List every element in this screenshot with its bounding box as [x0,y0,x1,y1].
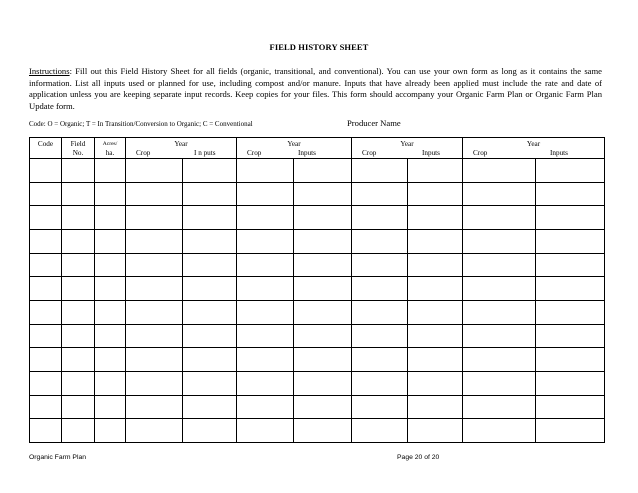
header-acres-line2: ha. [105,149,115,157]
table-cell-input[interactable] [30,229,62,253]
table-cell-input[interactable] [183,159,237,183]
table-cell-input[interactable] [62,159,95,183]
table-row [30,395,605,419]
table-cell-input[interactable] [463,277,536,301]
table-cell-input[interactable] [30,277,62,301]
table-cell-input[interactable] [95,324,126,348]
table-cell-input[interactable] [183,348,237,372]
code-legend: Code: O = Organic; T = In Transition/Conversion to Organic; C = Conventional [29,120,253,128]
header-year-3 [352,138,463,159]
table-cell-input[interactable] [126,419,183,443]
table-body [30,159,605,443]
table-cell-input[interactable] [408,419,463,443]
table-cell-input[interactable] [463,253,536,277]
table-cell-input[interactable] [294,182,352,206]
table-cell-input[interactable] [95,206,126,230]
header-year-4 [463,138,605,159]
table-cell-input[interactable] [30,324,62,348]
header-crop-label: Crop [136,149,151,157]
table-cell-input[interactable] [352,348,408,372]
table-row [30,371,605,395]
table-cell-input[interactable] [294,300,352,324]
table-cell-input[interactable] [536,395,605,419]
header-acres [95,138,126,159]
table-cell-input[interactable] [408,300,463,324]
table-cell-input[interactable] [183,419,237,443]
table-row [30,229,605,253]
table-cell-input[interactable] [408,253,463,277]
table-cell-input[interactable] [352,253,408,277]
table-cell-input[interactable] [62,348,95,372]
table-cell-input[interactable] [95,253,126,277]
table-row [30,348,605,372]
table-cell-input[interactable] [126,395,183,419]
header-year-label: Year [526,140,541,148]
instructions-body: : Fill out this Field History Sheet for all fields (organic, transitional, and conventional). You can use your own form as long as it contains the same information. List all inputs used or planned for use, including compost and/or manure. Inputs that have already been applied must include the rate and date of application unless you are keeping separate input records. Keep copies for your files. This form should accompany your Organic Farm Plan or Organic Farm Plan Update form. [29,66,602,111]
table-cell-input[interactable] [294,324,352,348]
table-cell-input[interactable] [30,371,62,395]
table-cell-input[interactable] [536,206,605,230]
table-cell-input[interactable] [237,300,294,324]
header-inputs-label: Inputs [422,149,440,157]
table-cell-input[interactable] [237,206,294,230]
table-cell-input[interactable] [126,324,183,348]
table-cell-input[interactable] [536,253,605,277]
table-cell-input[interactable] [95,419,126,443]
table-cell-input[interactable] [62,182,95,206]
table-cell-input[interactable] [463,159,536,183]
table-cell-input[interactable] [95,182,126,206]
table-cell-input[interactable] [352,182,408,206]
table-cell-input[interactable] [294,159,352,183]
table-cell-input[interactable] [62,324,95,348]
table-cell-input[interactable] [463,229,536,253]
table-cell-input[interactable] [408,229,463,253]
table-cell-input[interactable] [536,229,605,253]
header-code: Code [30,138,62,159]
table-cell-input[interactable] [237,371,294,395]
table-cell-input[interactable] [294,348,352,372]
table-cell-input[interactable] [183,277,237,301]
header-inputs-label: Inputs [298,149,316,157]
table-cell-input[interactable] [30,395,62,419]
table-cell-input[interactable] [294,395,352,419]
header-field-line1: Field [70,140,86,148]
table-cell-input[interactable] [294,277,352,301]
table-cell-input[interactable] [408,182,463,206]
table-cell-input[interactable] [30,348,62,372]
table-cell-input[interactable] [95,395,126,419]
table-cell-input[interactable] [463,300,536,324]
table-cell-input[interactable] [237,159,294,183]
table-cell-input[interactable] [294,253,352,277]
table-cell-input[interactable] [237,324,294,348]
table-cell-input[interactable] [126,300,183,324]
table-cell-input[interactable] [126,253,183,277]
table-cell-input[interactable] [183,300,237,324]
header-acres-line1: Acres/ [102,141,118,147]
table-cell-input[interactable] [237,348,294,372]
table-cell-input[interactable] [352,419,408,443]
footer-page-number: Page 20 of 20 [397,454,440,461]
table-cell-input[interactable] [352,371,408,395]
header-year-label: Year [174,140,188,148]
table-cell-input[interactable] [408,348,463,372]
table-cell-input[interactable] [463,371,536,395]
table-row [30,300,605,324]
table-cell-input[interactable] [95,348,126,372]
table-cell-input[interactable] [30,253,62,277]
table-cell-input[interactable] [237,277,294,301]
table-row [30,324,605,348]
table-cell-input[interactable] [536,419,605,443]
table-cell-input[interactable] [408,206,463,230]
header-inputs-label: I n puts [194,149,216,157]
table-cell-input[interactable] [183,395,237,419]
table-cell-input[interactable] [62,371,95,395]
table-cell-input[interactable] [62,229,95,253]
table-row [30,159,605,183]
instructions-paragraph [29,66,602,112]
table-row [30,182,605,206]
table-cell-input[interactable] [536,371,605,395]
table-cell-input[interactable] [463,348,536,372]
table-cell-input[interactable] [237,253,294,277]
table-cell-input[interactable] [408,277,463,301]
table-cell-input[interactable] [463,419,536,443]
table-cell-input[interactable] [95,159,126,183]
table-row [30,277,605,301]
table-cell-input[interactable] [536,348,605,372]
header-year-label: Year [400,140,414,148]
table-cell-input[interactable] [30,206,62,230]
table-cell-input[interactable] [536,324,605,348]
table-cell-input[interactable] [126,277,183,301]
table-cell-input[interactable] [463,395,536,419]
table-cell-input[interactable] [352,300,408,324]
table-cell-input[interactable] [95,371,126,395]
header-field-line2: No. [72,149,84,157]
table-cell-input[interactable] [352,277,408,301]
table-header-row [30,138,605,159]
table-cell-input[interactable] [294,371,352,395]
table-cell-input[interactable] [237,419,294,443]
table-cell-input[interactable] [352,229,408,253]
table-cell-input[interactable] [62,253,95,277]
table-cell-input[interactable] [408,324,463,348]
table-cell-input[interactable] [183,206,237,230]
producer-name-label: Producer Name [347,118,401,128]
table-cell-input[interactable] [408,371,463,395]
table-cell-input[interactable] [294,206,352,230]
table-cell-input[interactable] [183,371,237,395]
table-cell-input[interactable] [62,395,95,419]
table-cell-input[interactable] [62,419,95,443]
header-year-label: Year [287,140,301,148]
header-year-2 [237,138,352,159]
table-row [30,206,605,230]
table-cell-input[interactable] [95,229,126,253]
table-cell-input[interactable] [95,277,126,301]
table-cell-input[interactable] [30,419,62,443]
table-cell-input[interactable] [408,395,463,419]
table-cell-input[interactable] [352,395,408,419]
table-cell-input[interactable] [352,159,408,183]
field-history-table [29,137,605,443]
table-cell-input[interactable] [536,182,605,206]
table-cell-input[interactable] [463,182,536,206]
table-cell-input[interactable] [536,159,605,183]
header-crop-label: Crop [362,149,377,157]
header-inputs-label: Inputs [550,149,568,157]
table-cell-input[interactable] [62,300,95,324]
table-cell-input[interactable] [183,229,237,253]
header-crop-label: Crop [473,149,488,157]
table-cell-input[interactable] [183,324,237,348]
table-cell-input[interactable] [126,348,183,372]
table-cell-input[interactable] [536,277,605,301]
table-cell-input[interactable] [30,182,62,206]
table-cell-input[interactable] [237,182,294,206]
instructions-lead: Instructions [29,66,70,76]
table-cell-input[interactable] [95,300,126,324]
table-cell-input[interactable] [536,300,605,324]
table-row [30,419,605,443]
table-cell-input[interactable] [463,206,536,230]
header-crop-label: Crop [247,149,262,157]
table-cell-input[interactable] [352,206,408,230]
table-cell-input[interactable] [30,300,62,324]
table-row [30,253,605,277]
table-cell-input[interactable] [126,229,183,253]
table-cell-input[interactable] [126,182,183,206]
table-cell-input[interactable] [463,324,536,348]
table-cell-input[interactable] [183,253,237,277]
table-cell-input[interactable] [237,395,294,419]
table-cell-input[interactable] [126,206,183,230]
table-cell-input[interactable] [237,229,294,253]
header-year-1 [126,138,237,159]
table-cell-input[interactable] [294,229,352,253]
table-cell-input[interactable] [62,277,95,301]
table-cell-input[interactable] [352,324,408,348]
table-cell-input[interactable] [126,159,183,183]
page-title: FIELD HISTORY SHEET [269,42,369,52]
table-cell-input[interactable] [294,419,352,443]
table-cell-input[interactable] [408,159,463,183]
header-field-no [62,138,95,159]
table-cell-input[interactable] [183,182,237,206]
table-cell-input[interactable] [126,371,183,395]
table-cell-input[interactable] [30,159,62,183]
table-cell-input[interactable] [62,206,95,230]
footer-document-name: Organic Farm Plan [29,454,87,461]
